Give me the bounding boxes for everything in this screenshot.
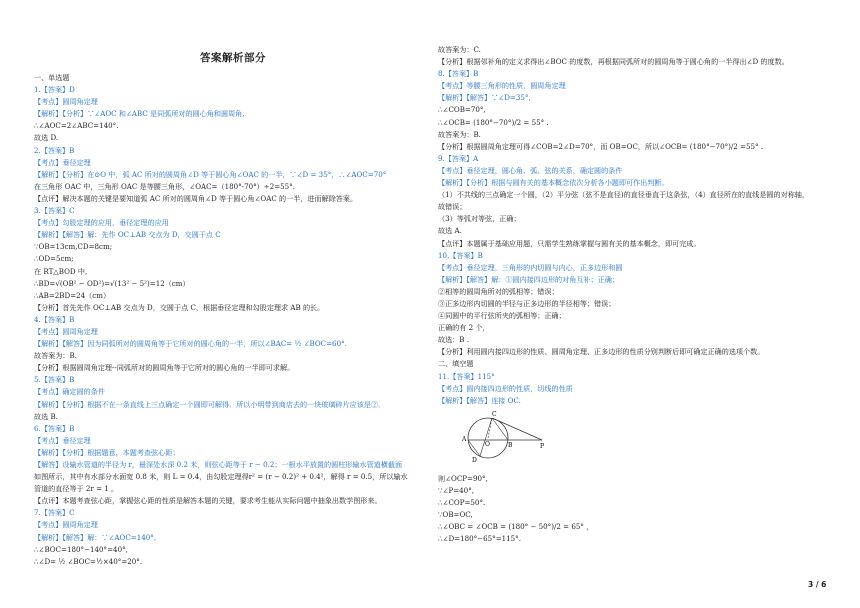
text-line: 【解析】【解答】解：∵∠AOC=140°,: [34, 532, 157, 542]
text-line: 【分析】根据圆周角定理可得∠COB=2∠D=70°，而 OB=OC，所以∠OCB= (180°−70°)/2 =55° .: [438, 141, 764, 151]
label-b: B: [508, 441, 513, 449]
text-line: 故答案为：B.: [438, 129, 481, 139]
segment-dc: [480, 418, 492, 456]
text-line: 【解析】【解答】解：先作 OC⊥AB 交点为 D，交圆于点 C: [34, 230, 221, 240]
text-line: 5.【答案】B: [34, 375, 75, 385]
text-line: 故选 B.: [34, 411, 58, 421]
text-line: 【考点】垂径定理，三角形的内切圆与内心，正多边形和圆: [438, 262, 623, 272]
text-line: 故选 D.: [34, 133, 59, 143]
text-line: ∴OD=5cm;: [34, 254, 74, 264]
text-line: 【解析】【解答】解：①圆内接四边形的对角互补；正确；: [438, 274, 619, 284]
text-line: ∵OB=OC,: [438, 510, 473, 520]
text-line: （1）不共线的三点确定一个圆，（2）平分弦（弦不是直径)的直径垂直于这条弦，（4）直径所在的直线是圆的对称轴，: [438, 190, 809, 200]
text-line: 7.【答案】C: [34, 508, 75, 518]
text-line: 【考点】垂径定理: [34, 157, 91, 167]
text-line: 故错误；: [438, 202, 467, 212]
text-line: 8.【答案】B: [438, 69, 479, 79]
text-line: 【解析】【分析】根据不在一条直线上三点确定一个圆即可解得．所以小明带到商店去的一块玻璃碎片应该是②．: [34, 399, 386, 409]
text-line: 【考点】确定圆的条件: [34, 387, 105, 397]
text-line: 6.【答案】B: [34, 423, 75, 433]
text-line: 【考点】等腰三角形的性质，圆周角定理: [438, 81, 566, 91]
label-d: D: [472, 456, 477, 464]
text-line: 3.【答案】C: [34, 206, 75, 216]
text-line: 【解答】设输水管道的半径为 r，最深处水深 0.2 米，则弦心距等于 r − 0.2；一根水平放置的圆柱形输水管道横截面: [34, 460, 403, 469]
text-line: 【解析】【分析】在⊙O 中，弧 AC 所对的圆周角∠D 等于圆心角∠OAC 的一半，∵∠D = 35°，∴∠AOC=70°: [34, 169, 387, 179]
page-title: 答案解析部分: [200, 52, 266, 64]
text-line: （3）等弧对等弦，正确；: [438, 214, 521, 224]
text-line: 10.【答案】B: [438, 250, 483, 260]
text-line: 1.【答案】D: [34, 85, 75, 95]
text-line: ∴∠OCB= (180°−70°)/2 = 55° .: [438, 117, 549, 127]
text-line: 【考点】垂径定理: [34, 435, 91, 445]
text-line: ∵OB=13cm,CD=8cm;: [34, 242, 113, 252]
label-a: A: [462, 435, 467, 443]
text-line: 【点评】本题考查弦心距，掌握弦心距的性质是解答本题的关键，要求考生能从实际问题中抽象出数学图形来。: [34, 496, 382, 506]
right-column-bottom: [438, 473, 828, 546]
text-line: ③正多边形内切圆的半径与正多边形的半径相等；错误；: [438, 298, 616, 308]
text-line: 【考点】圆周角定理: [34, 520, 98, 530]
text-line: 【考点】圆内接四边形的性质，切线的性质: [438, 383, 573, 393]
right-column-top: [438, 44, 828, 407]
text-line: 【点评】本题属于基础应用题，只需学生熟练掌握与圆有关的基本概念，即可完成。: [438, 238, 701, 248]
text-line: 故答案为：C.: [438, 45, 481, 54]
text-line: 故选：B .: [438, 335, 470, 345]
text-line: 【分析】利用圆内接四边形的性质、圆周角定理、正多边形的性质分别判断后即可确定正确的选项个数。: [438, 347, 765, 357]
text-line: 管道的直径等于 2r = 1 。: [34, 484, 119, 494]
label-p: P: [540, 442, 545, 450]
text-line: 【考点】垂径定理，圆心角、弧、弦的关系，确定圆的条件: [438, 165, 623, 175]
text-line: 故选 A.: [438, 226, 462, 236]
circle-tangent-figure: [458, 410, 546, 466]
text-line: ∴∠D=180°−65°=115°.: [438, 534, 521, 544]
page-number: 3 / 6: [808, 580, 827, 589]
text-line: ∵∠P=40°,: [438, 486, 475, 495]
text-line: ∴∠OBC = ∠OCB = (180° − 50°)/2 = 65° ，: [438, 522, 594, 532]
tangent-line: [492, 418, 542, 440]
text-line: 二、填空题: [438, 359, 474, 369]
text-line: 【分析】根据邻补角的定义求得出∠BOC 的度数，再根据同弧所对的圆周角等于圆心角的一半得出∠D 的度数。: [438, 57, 789, 67]
text-line: 【分析】根据圆周角定理--同弧所对的圆周角等于它所对的圆心角的一半即可求解。: [34, 363, 295, 373]
text-line: 【点评】解决本题的关键是要知道弧 AC 所对的圆周角∠D 等于圆心角∠OAC 的一半，进而解除答案。: [34, 193, 358, 203]
text-line: 故答案为：B.: [34, 351, 77, 361]
text-line: ∴∠D= ½ ∠BOC=½×40°=20°.: [34, 556, 143, 566]
text-line: 正确的有 2 个，: [438, 323, 490, 333]
text-line: 【解析】【解答】∵∠D=35°,: [438, 93, 531, 103]
text-line: ∴∠AOC=2∠ABC=140°.: [34, 121, 119, 131]
text-line: ④同圆中的平行弦所夹的弧相等；正确；: [438, 311, 566, 321]
text-line: 【考点】圆周角定理: [34, 97, 98, 107]
text-line: 在 RT△BOD 中,: [34, 266, 88, 276]
text-line: 9.【答案】A: [438, 153, 479, 163]
text-line: 一、单选题: [34, 73, 70, 82]
segment-da: [468, 440, 480, 456]
text-line: 4.【答案】B: [34, 314, 75, 324]
text-line: 【解析】【解答】连接 OC.: [438, 395, 521, 405]
left-column: [34, 72, 422, 568]
text-line: 在三角形 OAC 中，三角形 OAC 是等腰三角形，∠OAC=（180°-70°）÷2=55°.: [34, 181, 295, 191]
text-line: 【解析】【分析】根据题意，本题考查弦心距；: [34, 447, 180, 457]
text-line: 则∠OCP=90°,: [438, 473, 488, 483]
text-line: 【解析】【分析】根据与圆有关的基本概念依次分析各小题即可作出判断。: [438, 178, 669, 188]
label-c: C: [492, 410, 497, 418]
text-line: ∴BD=√(OB² − OD²)=√(13² − 5²)=12（cm）: [34, 278, 190, 288]
text-line: ∴∠COP=50°.: [438, 498, 486, 508]
text-line: 【解析】【分析】∵∠AOC 和∠ABC 是同弧所对的圆心角和圆周角,: [34, 109, 245, 119]
text-line: 【解析】【解答】因为同弧所对的圆周角等于它所对的圆心角的一半，所以∠BAC= ½ ∠BOC=60°.: [34, 339, 347, 349]
text-line: 【分析】首先先作 OC⊥AB 交点为 D，交圆于点 C，根据垂径定理和勾股定理求 AB 的长。: [34, 302, 325, 312]
text-line: ∴∠COB=70°,: [438, 105, 486, 115]
text-line: 【考点】勾股定理的应用，垂径定理的应用: [34, 218, 169, 228]
text-line: 【考点】圆周角定理: [34, 326, 98, 336]
text-line: 11.【答案】115°: [438, 371, 495, 381]
label-o: O: [485, 440, 490, 448]
text-line: ∴∠BOC=180°−140°=40°,: [34, 544, 128, 554]
text-line: 2.【答案】B: [34, 145, 75, 155]
right-column: [438, 44, 828, 545]
text-line: ∴AB=2BD=24（cm）: [34, 290, 111, 300]
text-line: 如图所示，其中有水部分水面宽 0.8 米，则 L = 0.4，由勾股定理得r² = (r − 0.2)² + 0.4²，解得 r = 0.5，所以输水: [34, 472, 408, 482]
text-line: ②相等的圆周角所对的弧相等；错误；: [438, 286, 559, 296]
